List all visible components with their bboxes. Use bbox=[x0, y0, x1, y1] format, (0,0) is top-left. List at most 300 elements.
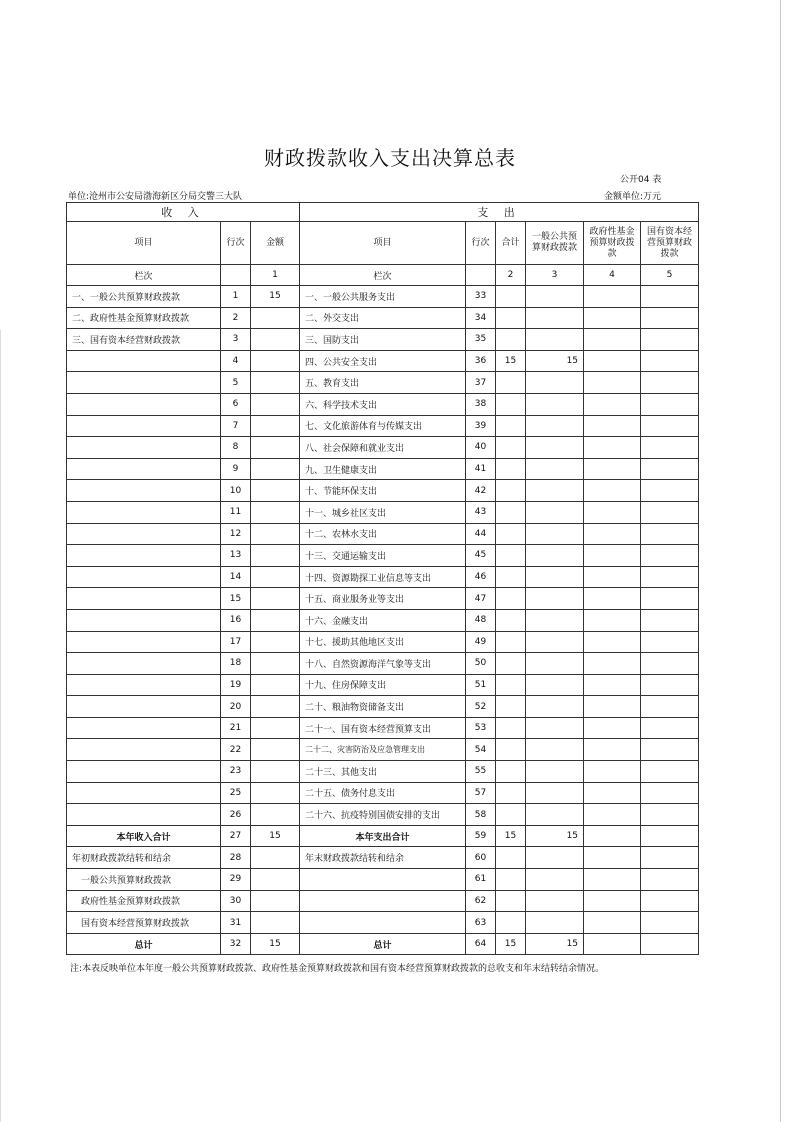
income-line-cell: 3 bbox=[221, 329, 251, 351]
income-amount-cell bbox=[251, 415, 300, 437]
table-row bbox=[67, 739, 699, 761]
grand-total-line: 32 bbox=[221, 933, 251, 955]
expense-state-cell bbox=[641, 350, 699, 372]
income-item-cell bbox=[67, 761, 221, 783]
expense-fund-cell bbox=[584, 437, 641, 459]
table-row bbox=[67, 415, 699, 437]
income-item-cell bbox=[67, 588, 221, 610]
expense-total-cell bbox=[496, 329, 526, 351]
table-row bbox=[67, 696, 699, 718]
expense-line-cell: 54 bbox=[466, 739, 496, 761]
expense-fund-cell bbox=[584, 329, 641, 351]
expense-line-cell: 38 bbox=[466, 393, 496, 415]
expense-total-cell bbox=[496, 286, 526, 308]
income-amount-cell bbox=[251, 437, 300, 459]
expense-state-cell bbox=[641, 761, 699, 783]
page-edge-left bbox=[0, 330, 1, 1122]
income-line-cell: 25 bbox=[221, 782, 251, 804]
income-line-cell: 11 bbox=[221, 501, 251, 523]
income-amount-cell bbox=[251, 653, 300, 675]
expense-line-cell: 39 bbox=[466, 415, 496, 437]
expense-fund-cell bbox=[584, 782, 641, 804]
income-item-cell bbox=[67, 372, 221, 394]
expense-state-cell bbox=[641, 696, 699, 718]
expense-general-cell bbox=[526, 761, 584, 783]
sub1-exp-total bbox=[496, 869, 526, 891]
table-row bbox=[67, 480, 699, 502]
expense-item-cell: 二十五、债务付息支出 bbox=[300, 782, 466, 804]
table-row bbox=[67, 588, 699, 610]
income-line-cell: 15 bbox=[221, 588, 251, 610]
sub2-exp-state bbox=[641, 890, 699, 912]
expense-item-cell: 三、国防支出 bbox=[300, 329, 466, 351]
expense-fund-cell bbox=[584, 286, 641, 308]
sub2-exp-item bbox=[300, 890, 466, 912]
expense-general-cell bbox=[526, 501, 584, 523]
expense-state-cell bbox=[641, 631, 699, 653]
table-row bbox=[67, 523, 699, 545]
expense-total-header: 合计 bbox=[496, 222, 526, 265]
expense-general-cell: 15 bbox=[526, 350, 584, 372]
table-row bbox=[67, 782, 699, 804]
expense-state-cell bbox=[641, 804, 699, 826]
expense-fund-cell bbox=[584, 372, 641, 394]
income-line-cell: 4 bbox=[221, 350, 251, 372]
income-line-cell: 2 bbox=[221, 307, 251, 329]
expense-fund-header: 政府性基金预算财政拨款 bbox=[584, 222, 641, 265]
income-item-cell bbox=[67, 782, 221, 804]
form-number: 公开04 表 bbox=[620, 175, 662, 185]
expense-general-cell bbox=[526, 372, 584, 394]
expense-item-cell: 十三、交通运输支出 bbox=[300, 545, 466, 567]
income-item-cell bbox=[67, 631, 221, 653]
carry-out-total bbox=[496, 847, 526, 869]
expense-item-cell: 二、外交支出 bbox=[300, 307, 466, 329]
expense-total-cell bbox=[496, 501, 526, 523]
table-row bbox=[67, 653, 699, 675]
income-amount-cell bbox=[251, 307, 300, 329]
expense-total-cell bbox=[496, 480, 526, 502]
expense-item-cell: 十七、援助其他地区支出 bbox=[300, 631, 466, 653]
expense-line-cell: 34 bbox=[466, 307, 496, 329]
carry-out-state bbox=[641, 847, 699, 869]
income-total-line: 27 bbox=[221, 825, 251, 847]
expense-line-cell: 41 bbox=[466, 458, 496, 480]
sub2-line: 30 bbox=[221, 890, 251, 912]
expense-total-cell bbox=[496, 804, 526, 826]
expense-fund-cell bbox=[584, 480, 641, 502]
expense-state-cell bbox=[641, 566, 699, 588]
expense-total-cell bbox=[496, 717, 526, 739]
grand-total-amount: 15 bbox=[251, 933, 300, 955]
expense-general-cell bbox=[526, 480, 584, 502]
expense-item-cell: 七、文化旅游体育与传媒支出 bbox=[300, 415, 466, 437]
income-item-cell bbox=[67, 437, 221, 459]
expense-total-cell bbox=[496, 782, 526, 804]
expense-line-cell: 52 bbox=[466, 696, 496, 718]
table-row bbox=[67, 717, 699, 739]
expense-general-cell bbox=[526, 329, 584, 351]
income-amount-cell bbox=[251, 588, 300, 610]
income-line-cell: 1 bbox=[221, 286, 251, 308]
expense-total-cell bbox=[496, 653, 526, 675]
expense-total-cell bbox=[496, 739, 526, 761]
sub1-exp-state bbox=[641, 869, 699, 891]
income-line-cell: 13 bbox=[221, 545, 251, 567]
income-col-1: 1 bbox=[251, 265, 300, 286]
expense-total-cell bbox=[496, 372, 526, 394]
expense-state-cell bbox=[641, 717, 699, 739]
income-line-cell: 8 bbox=[221, 437, 251, 459]
expense-fund-cell bbox=[584, 393, 641, 415]
expense-col-5: 5 bbox=[641, 265, 699, 286]
income-amount-cell bbox=[251, 545, 300, 567]
expense-col-label: 栏次 bbox=[300, 265, 466, 286]
sub1-amount bbox=[251, 869, 300, 891]
income-line-cell: 7 bbox=[221, 415, 251, 437]
expense-fund-cell bbox=[584, 804, 641, 826]
sub2-label: 政府性基金预算财政拨款 bbox=[67, 890, 221, 912]
expense-total-cell bbox=[496, 761, 526, 783]
sub2-row bbox=[67, 890, 699, 912]
expense-fund-cell bbox=[584, 761, 641, 783]
table-row bbox=[67, 631, 699, 653]
expense-item-cell: 十九、住房保障支出 bbox=[300, 674, 466, 696]
expense-line-header: 行次 bbox=[466, 222, 496, 265]
income-total-label: 本年收入合计 bbox=[67, 825, 221, 847]
table-row bbox=[67, 761, 699, 783]
expense-line-cell: 36 bbox=[466, 350, 496, 372]
expense-col-4: 4 bbox=[584, 265, 641, 286]
sub1-label: 一般公共预算财政拨款 bbox=[67, 869, 221, 891]
expense-fund-cell bbox=[584, 545, 641, 567]
expense-state-header: 国有资本经营预算财政拨款 bbox=[641, 222, 699, 265]
expense-total-cell bbox=[496, 609, 526, 631]
expense-fund-cell bbox=[584, 674, 641, 696]
grand-exp-fund bbox=[584, 933, 641, 955]
sub2-exp-line: 62 bbox=[466, 890, 496, 912]
expense-state-cell bbox=[641, 674, 699, 696]
carry-in-line: 28 bbox=[221, 847, 251, 869]
expense-general-cell bbox=[526, 631, 584, 653]
expense-state-cell bbox=[641, 307, 699, 329]
expense-state-cell bbox=[641, 501, 699, 523]
fiscal-summary-table bbox=[66, 202, 699, 955]
table-row bbox=[67, 458, 699, 480]
expense-total-state bbox=[641, 825, 699, 847]
expense-line-cell: 40 bbox=[466, 437, 496, 459]
expense-fund-cell bbox=[584, 307, 641, 329]
table-row bbox=[67, 501, 699, 523]
expense-total-cell bbox=[496, 631, 526, 653]
income-amount-cell bbox=[251, 523, 300, 545]
income-line-cell: 5 bbox=[221, 372, 251, 394]
income-amount-header: 金额 bbox=[251, 222, 300, 265]
expense-total-label: 本年支出合计 bbox=[300, 825, 466, 847]
income-amount-cell bbox=[251, 372, 300, 394]
expense-item-cell: 十、节能环保支出 bbox=[300, 480, 466, 502]
expense-line-cell: 57 bbox=[466, 782, 496, 804]
table-note: 注:本表反映单位本年度一般公共预算财政拨款、政府性基金预算财政拨款和国有资本经营预算财政拨款的总收支和年末结转结余情况。 bbox=[70, 964, 605, 974]
table-row bbox=[67, 372, 699, 394]
table-row bbox=[67, 393, 699, 415]
income-amount-cell bbox=[251, 458, 300, 480]
expense-fund-cell bbox=[584, 501, 641, 523]
expense-line-cell: 53 bbox=[466, 717, 496, 739]
income-line-cell: 23 bbox=[221, 761, 251, 783]
income-item-cell bbox=[67, 545, 221, 567]
sub2-exp-total bbox=[496, 890, 526, 912]
income-item-cell bbox=[67, 523, 221, 545]
expense-fund-cell bbox=[584, 631, 641, 653]
page-edge-right bbox=[780, 0, 781, 1122]
sub3-exp-item bbox=[300, 912, 466, 934]
income-amount-cell bbox=[251, 609, 300, 631]
expense-line-cell: 44 bbox=[466, 523, 496, 545]
expense-total-cell: 15 bbox=[496, 350, 526, 372]
expense-general-cell bbox=[526, 566, 584, 588]
expense-total-cell bbox=[496, 523, 526, 545]
carry-out-label: 年末财政拨款结转和结余 bbox=[300, 847, 466, 869]
expense-fund-cell bbox=[584, 415, 641, 437]
expense-state-cell bbox=[641, 480, 699, 502]
expense-header: 支 出 bbox=[300, 203, 699, 222]
income-col-empty bbox=[221, 265, 251, 286]
expense-fund-cell bbox=[584, 696, 641, 718]
carry-out-fund bbox=[584, 847, 641, 869]
table-row bbox=[67, 545, 699, 567]
expense-state-cell bbox=[641, 653, 699, 675]
expense-state-cell bbox=[641, 286, 699, 308]
sub3-exp-fund bbox=[584, 912, 641, 934]
expense-line-cell: 49 bbox=[466, 631, 496, 653]
expense-general-cell bbox=[526, 804, 584, 826]
income-amount-cell bbox=[251, 739, 300, 761]
income-line-cell: 22 bbox=[221, 739, 251, 761]
expense-line-cell: 46 bbox=[466, 566, 496, 588]
income-amount-cell bbox=[251, 782, 300, 804]
expense-state-cell bbox=[641, 545, 699, 567]
expense-item-cell: 十八、自然资源海洋气象等支出 bbox=[300, 653, 466, 675]
expense-col-3: 3 bbox=[526, 265, 584, 286]
expense-total-cell bbox=[496, 588, 526, 610]
expense-item-header: 项目 bbox=[300, 222, 466, 265]
unit-label: 单位:沧州市公安局渤海新区分局交警三大队 bbox=[68, 192, 243, 202]
income-line-cell: 14 bbox=[221, 566, 251, 588]
income-amount-cell bbox=[251, 804, 300, 826]
income-item-cell bbox=[67, 696, 221, 718]
carry-row bbox=[67, 847, 699, 869]
income-header: 收 入 bbox=[67, 203, 300, 222]
income-item-cell bbox=[67, 501, 221, 523]
income-item-cell bbox=[67, 350, 221, 372]
carry-out-general bbox=[526, 847, 584, 869]
income-line-cell: 9 bbox=[221, 458, 251, 480]
sub2-exp-general bbox=[526, 890, 584, 912]
expense-line-cell: 50 bbox=[466, 653, 496, 675]
expense-line-cell: 37 bbox=[466, 372, 496, 394]
expense-item-cell: 二十六、抗疫特别国债安排的支出 bbox=[300, 804, 466, 826]
expense-item-cell: 十四、资源勘探工业信息等支出 bbox=[300, 566, 466, 588]
income-line-cell: 20 bbox=[221, 696, 251, 718]
income-line-cell: 16 bbox=[221, 609, 251, 631]
income-item-cell bbox=[67, 804, 221, 826]
expense-total-cell bbox=[496, 437, 526, 459]
sub3-exp-line: 63 bbox=[466, 912, 496, 934]
expense-general-cell bbox=[526, 458, 584, 480]
expense-fund-cell bbox=[584, 739, 641, 761]
sub3-exp-general bbox=[526, 912, 584, 934]
expense-total-cell bbox=[496, 566, 526, 588]
expense-total-cell bbox=[496, 458, 526, 480]
page-title: 财政拨款收入支出决算总表 bbox=[264, 146, 516, 170]
expense-line-cell: 42 bbox=[466, 480, 496, 502]
income-line-header: 行次 bbox=[221, 222, 251, 265]
sub1-exp-fund bbox=[584, 869, 641, 891]
income-item-cell: 一、一般公共预算财政拨款 bbox=[67, 286, 221, 308]
table-row bbox=[67, 804, 699, 826]
table-row bbox=[67, 307, 699, 329]
income-line-cell: 17 bbox=[221, 631, 251, 653]
sub3-exp-total bbox=[496, 912, 526, 934]
expense-total-cell bbox=[496, 307, 526, 329]
sub3-line: 31 bbox=[221, 912, 251, 934]
grand-total-row bbox=[67, 933, 699, 955]
table-row bbox=[67, 286, 699, 308]
expense-general-cell bbox=[526, 696, 584, 718]
income-amount-cell bbox=[251, 393, 300, 415]
expense-state-cell bbox=[641, 329, 699, 351]
expense-state-cell bbox=[641, 782, 699, 804]
expense-item-cell: 二十三、其他支出 bbox=[300, 761, 466, 783]
income-amount-cell bbox=[251, 761, 300, 783]
income-item-cell bbox=[67, 653, 221, 675]
expense-col-empty bbox=[466, 265, 496, 286]
expense-general-cell bbox=[526, 653, 584, 675]
income-col-label: 栏次 bbox=[67, 265, 221, 286]
sub1-exp-item bbox=[300, 869, 466, 891]
income-amount-cell bbox=[251, 329, 300, 351]
expense-fund-cell bbox=[584, 717, 641, 739]
expense-fund-cell bbox=[584, 609, 641, 631]
expense-fund-cell bbox=[584, 653, 641, 675]
expense-general-cell bbox=[526, 588, 584, 610]
expense-fund-cell bbox=[584, 523, 641, 545]
income-item-cell bbox=[67, 609, 221, 631]
expense-item-cell: 二十、粮油物资储备支出 bbox=[300, 696, 466, 718]
carry-out-line: 60 bbox=[466, 847, 496, 869]
sub3-label: 国有资本经营预算财政拨款 bbox=[67, 912, 221, 934]
expense-general-cell bbox=[526, 545, 584, 567]
income-item-cell bbox=[67, 458, 221, 480]
income-amount-cell bbox=[251, 674, 300, 696]
expense-item-cell: 四、公共安全支出 bbox=[300, 350, 466, 372]
sub1-line: 29 bbox=[221, 869, 251, 891]
expense-item-cell: 六、科学技术支出 bbox=[300, 393, 466, 415]
expense-item-cell: 一、一般公共服务支出 bbox=[300, 286, 466, 308]
grand-exp-total: 15 bbox=[496, 933, 526, 955]
expense-item-cell: 十六、金融支出 bbox=[300, 609, 466, 631]
table-row bbox=[67, 350, 699, 372]
sub3-exp-state bbox=[641, 912, 699, 934]
expense-general-cell bbox=[526, 286, 584, 308]
income-amount-cell bbox=[251, 631, 300, 653]
sub1-exp-general bbox=[526, 869, 584, 891]
expense-total-fund bbox=[584, 825, 641, 847]
sub1-exp-line: 61 bbox=[466, 869, 496, 891]
table-row bbox=[67, 609, 699, 631]
income-amount-cell bbox=[251, 696, 300, 718]
expense-general-cell bbox=[526, 782, 584, 804]
income-item-cell bbox=[67, 480, 221, 502]
expense-fund-cell bbox=[584, 588, 641, 610]
expense-line-cell: 47 bbox=[466, 588, 496, 610]
income-item-header: 项目 bbox=[67, 222, 221, 265]
expense-line-cell: 55 bbox=[466, 761, 496, 783]
income-item-cell: 二、政府性基金预算财政拨款 bbox=[67, 307, 221, 329]
expense-line-cell: 51 bbox=[466, 674, 496, 696]
expense-general-cell bbox=[526, 717, 584, 739]
expense-general-cell bbox=[526, 307, 584, 329]
income-line-cell: 18 bbox=[221, 653, 251, 675]
expense-total-cell bbox=[496, 696, 526, 718]
sub1-row bbox=[67, 869, 699, 891]
expense-total-sum: 15 bbox=[496, 825, 526, 847]
grand-exp-line: 64 bbox=[466, 933, 496, 955]
expense-state-cell bbox=[641, 393, 699, 415]
income-item-cell bbox=[67, 393, 221, 415]
expense-total-cell bbox=[496, 393, 526, 415]
income-item-cell bbox=[67, 566, 221, 588]
expense-general-cell bbox=[526, 393, 584, 415]
income-amount-cell bbox=[251, 566, 300, 588]
expense-state-cell bbox=[641, 372, 699, 394]
expense-fund-cell bbox=[584, 458, 641, 480]
expense-item-cell: 二十二、灾害防治及应急管理支出 bbox=[300, 739, 466, 761]
sub2-amount bbox=[251, 890, 300, 912]
expense-total-cell bbox=[496, 545, 526, 567]
money-unit-label: 金额单位:万元 bbox=[604, 192, 662, 202]
expense-line-cell: 43 bbox=[466, 501, 496, 523]
income-line-cell: 26 bbox=[221, 804, 251, 826]
income-amount-cell: 15 bbox=[251, 286, 300, 308]
expense-general-cell bbox=[526, 674, 584, 696]
income-line-cell: 19 bbox=[221, 674, 251, 696]
expense-total-line: 59 bbox=[466, 825, 496, 847]
income-expense-total-row bbox=[67, 825, 699, 847]
expense-line-cell: 35 bbox=[466, 329, 496, 351]
expense-general-cell bbox=[526, 609, 584, 631]
sub3-row bbox=[67, 912, 699, 934]
expense-general-cell bbox=[526, 437, 584, 459]
grand-exp-general: 15 bbox=[526, 933, 584, 955]
income-line-cell: 12 bbox=[221, 523, 251, 545]
expense-general-header: 一般公共预算财政拨款 bbox=[526, 222, 584, 265]
carry-in-label: 年初财政拨款结转和结余 bbox=[67, 847, 221, 869]
expense-state-cell bbox=[641, 588, 699, 610]
table-row bbox=[67, 566, 699, 588]
expense-total-cell bbox=[496, 415, 526, 437]
expense-line-cell: 33 bbox=[466, 286, 496, 308]
expense-item-cell: 十一、城乡社区支出 bbox=[300, 501, 466, 523]
carry-in-amount bbox=[251, 847, 300, 869]
expense-col-2: 2 bbox=[496, 265, 526, 286]
income-item-cell bbox=[67, 739, 221, 761]
income-line-cell: 6 bbox=[221, 393, 251, 415]
expense-total-cell bbox=[496, 674, 526, 696]
income-amount-cell bbox=[251, 480, 300, 502]
expense-fund-cell bbox=[584, 566, 641, 588]
